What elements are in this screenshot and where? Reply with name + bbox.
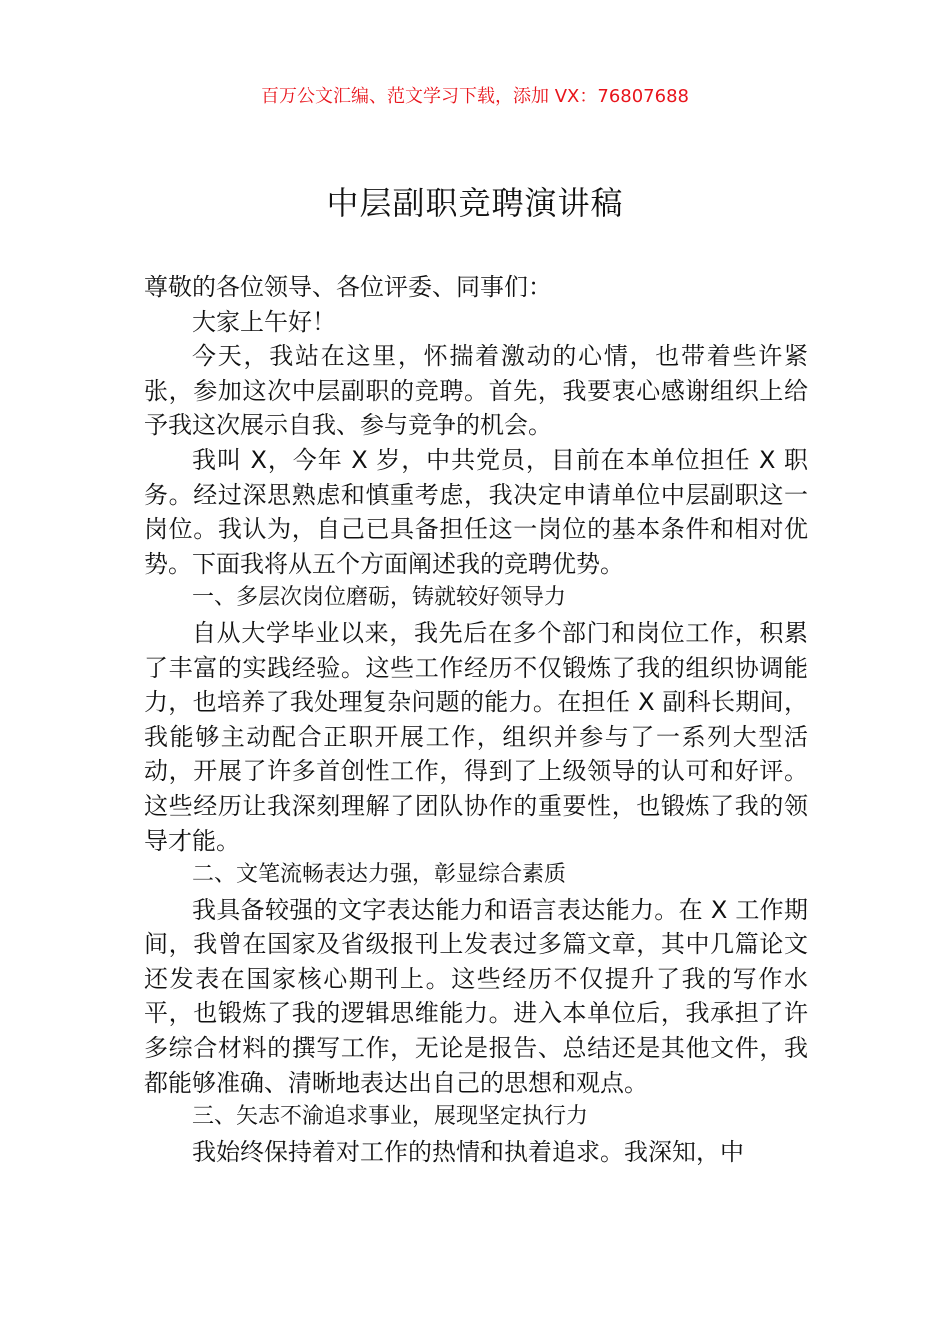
promo-header-note: 百万公文汇编、范文学习下载，添加 VX：76807688 xyxy=(261,86,689,107)
paragraph-section-3: 我始终保持着对工作的热情和执着追求。我深知，中 xyxy=(192,1137,744,1166)
section-heading-3: 三、矢志不渝追求事业，展现坚定执行力 xyxy=(192,1104,589,1130)
section-heading-2: 二、文笔流畅表达力强，彰显综合素质 xyxy=(192,862,567,888)
section-heading-1: 一、多层次岗位磨砺，铸就较好领导力 xyxy=(192,585,567,611)
paragraph-self-intro: 我叫 X，今年 X 岁，中共党员，目前在本单位担任 X 职务。经过深思熟虑和慎重考虑，我决定申请单位中层副职这一岗位。我认为，自己已具备担任这一岗位的基本条件和相对优势。下面我将从五个方面阐述我的竞聘优势。 xyxy=(144,445,808,578)
greeting: 大家上午好！ xyxy=(192,307,336,336)
document-body xyxy=(144,270,808,1169)
paragraph-section-1: 自从大学毕业以来，我先后在多个部门和岗位工作，积累了丰富的实践经验。这些工作经历不仅锻炼了我的组织协调能力，也培养了我处理复杂问题的能力。在担任 X 副科长期间，我能够主动配合正职开展工作，组织并参与了一系列大型活动，开展了许多首创性工作，得到了上级领导的认可和好评。这些经历让我深刻理解了团队协作的重要性，也锻炼了我的领导才能。 xyxy=(144,618,808,855)
paragraph-intro: 今天，我站在这里，怀揣着激动的心情，也带着些许紧张，参加这次中层副职的竞聘。首先，我要衷心感谢组织上给予我这次展示自我、参与竞争的机会。 xyxy=(144,342,808,440)
paragraph-section-2: 我具备较强的文字表达能力和语言表达能力。在 X 工作期间，我曾在国家及省级报刊上发表过多篇文章，其中几篇论文还发表在国家核心期刊上。这些经历不仅提升了我的写作水平，也锻炼了我的逻辑思维能力。进入本单位后，我承担了许多综合材料的撰写工作，无论是报告、总结还是其他文件，我都能够准确、清晰地表达出自己的思想和观点。 xyxy=(144,895,808,1097)
document-title: 中层副职竞聘演讲稿 xyxy=(326,184,624,222)
salutation: 尊敬的各位领导、各位评委、同事们： xyxy=(144,273,552,301)
